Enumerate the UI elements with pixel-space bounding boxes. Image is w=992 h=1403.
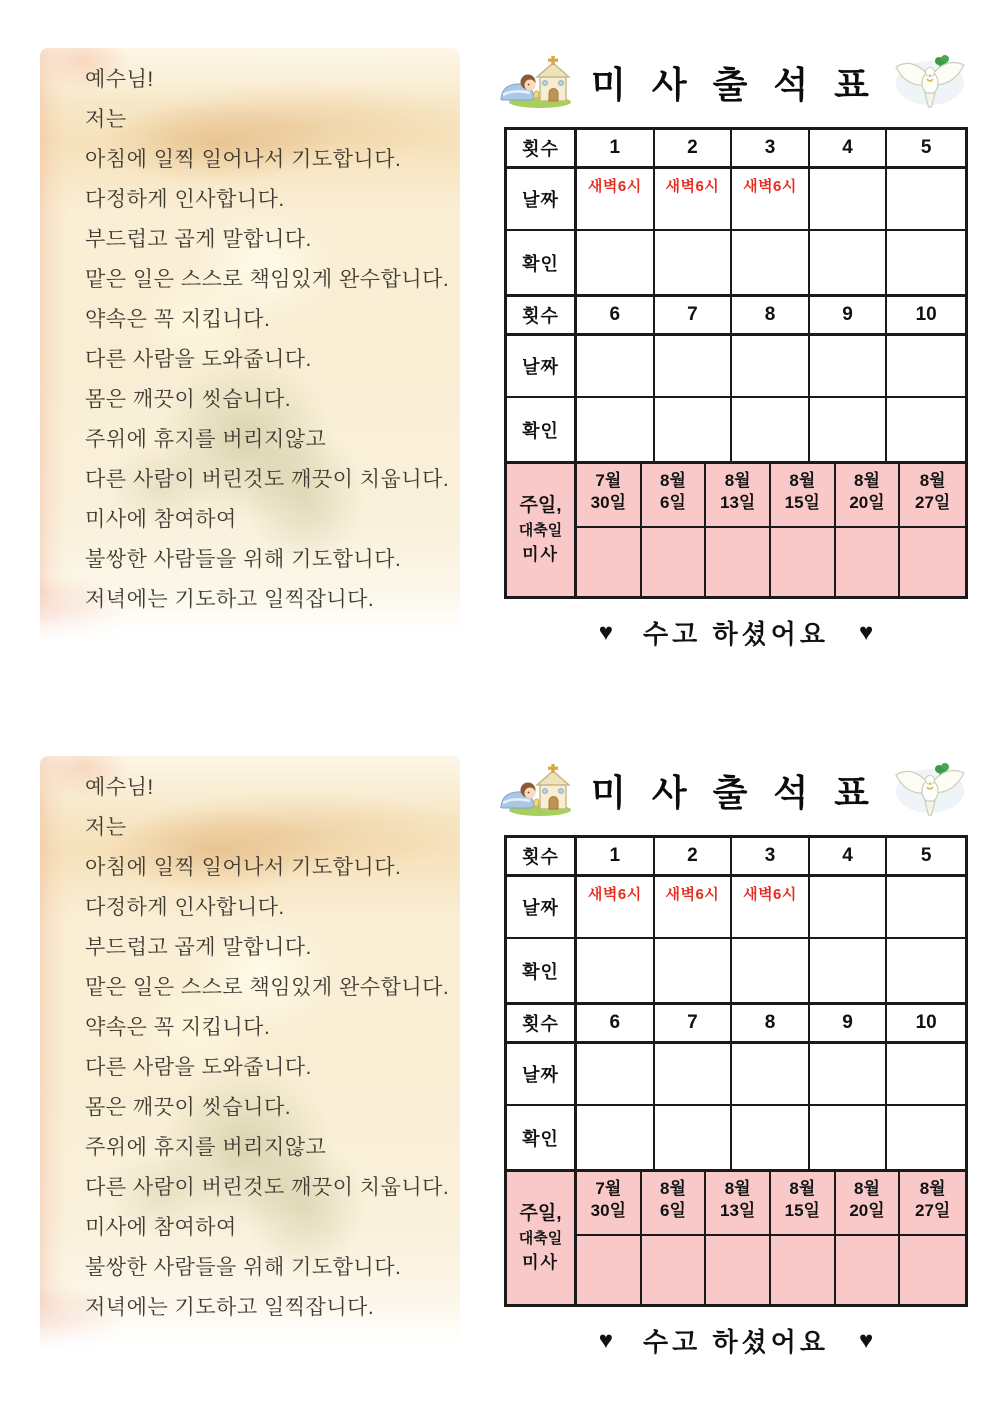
mass-attendance-panel [488, 50, 976, 651]
date-value-cell [655, 1044, 733, 1106]
prayer-line: 다정하게 인사합니다. [85, 188, 285, 211]
check-cell [810, 398, 888, 464]
feast-day: 6일 [660, 493, 686, 513]
sunday-feast-mass-grid [507, 464, 965, 596]
feast-date-cell [771, 1172, 836, 1236]
praying-child-church-icon [497, 55, 575, 109]
row-label-check: 확인 [507, 398, 577, 464]
feast-day: 15일 [784, 1201, 820, 1221]
prayer-line: 부드럽고 곱게 말합니다. [85, 936, 312, 959]
feast-day: 30일 [590, 493, 626, 513]
prayer-line: 아침에 일찍 일어나서 기도합니다. [85, 856, 402, 879]
footer-message: 수고 하셨어요 [643, 619, 829, 649]
prayer-line: 약속은 꼭 지킵니다. [85, 308, 271, 331]
feast-mass-check-cell [900, 1236, 965, 1304]
count-number-cell: 3 [732, 130, 810, 169]
row-label-count: 횟수 [507, 1005, 577, 1044]
mass-attendance-panel [488, 758, 976, 1359]
heart-icon: ♥ [598, 618, 614, 646]
feast-date-cell [577, 464, 642, 528]
date-value-cell [887, 1044, 965, 1106]
feast-day: 20일 [849, 493, 885, 513]
attendance-sheet-copy [0, 708, 992, 1403]
page-title: 미 사 출 석 표 [591, 63, 877, 105]
label-line: 주일, [519, 1202, 562, 1224]
date-value-cell: 새벽6시 [732, 877, 810, 939]
count-number-cell: 10 [887, 1005, 965, 1044]
sunday-feast-mass-grid [507, 1172, 965, 1304]
attendance-table [504, 127, 968, 599]
prayer-line: 몸은 깨끗이 씻습니다. [85, 388, 292, 411]
check-cell [887, 231, 965, 297]
feast-month: 8월 [854, 1179, 880, 1198]
prayer-line: 저는 [85, 108, 127, 131]
dove-clover-icon [893, 761, 967, 819]
prayer-card [40, 756, 460, 1348]
date-value-cell [577, 336, 655, 398]
count-number-cell: 7 [655, 297, 733, 336]
check-cell [887, 398, 965, 464]
feast-day: 27일 [914, 493, 951, 513]
dove-clover-icon [893, 53, 967, 111]
feast-date-cell [900, 464, 965, 528]
prayer-card [40, 48, 460, 640]
feast-mass-check-cell [836, 528, 901, 596]
date-value-cell [887, 336, 965, 398]
date-value-cell: 새벽6시 [655, 169, 733, 231]
row-label-date: 날짜 [507, 1044, 577, 1106]
row-label-check: 확인 [507, 939, 577, 1005]
check-cell [655, 939, 733, 1005]
feast-mass-check-cell [836, 1236, 901, 1304]
row-label-count: 횟수 [507, 838, 577, 877]
feast-month: 8월 [919, 471, 946, 490]
attendance-table [504, 835, 968, 1307]
prayer-line: 미사에 참여하여 [85, 508, 237, 531]
check-cell [577, 1106, 655, 1172]
row-label-date: 날짜 [507, 169, 577, 231]
feast-month: 8월 [660, 471, 686, 490]
attendance-grid [507, 838, 965, 1172]
count-number-cell: 9 [810, 297, 888, 336]
row-label-count: 횟수 [507, 297, 577, 336]
prayer-line: 몸은 깨끗이 씻습니다. [85, 1096, 292, 1119]
count-number-cell: 8 [732, 1005, 810, 1044]
prayer-line: 예수님! [85, 68, 154, 91]
feast-date-cell [706, 464, 771, 528]
prayer-line: 맡은 일은 스스로 책임있게 완수합니다. [85, 268, 450, 291]
feast-month: 8월 [789, 471, 816, 490]
sunday-feast-mass-label [507, 1172, 577, 1304]
check-cell [577, 398, 655, 464]
date-value-cell [577, 1044, 655, 1106]
check-cell [655, 398, 733, 464]
feast-date-cell [900, 1172, 965, 1236]
count-number-cell: 9 [810, 1005, 888, 1044]
count-number-cell: 1 [577, 838, 655, 877]
prayer-line: 불쌍한 사람들을 위해 기도합니다. [85, 548, 402, 571]
prayer-line: 아침에 일찍 일어나서 기도합니다. [85, 148, 402, 171]
prayer-line: 미사에 참여하여 [85, 1216, 237, 1239]
prayer-line: 저녁에는 기도하고 일찍잡니다. [85, 1296, 375, 1319]
count-number-cell: 5 [887, 130, 965, 169]
prayer-line: 맡은 일은 스스로 책임있게 완수합니다. [85, 976, 450, 999]
feast-month: 8월 [660, 1179, 686, 1198]
prayer-line: 다른 사람이 버린것도 깨끗이 치웁니다. [85, 468, 450, 491]
check-cell [732, 939, 810, 1005]
sunday-feast-mass-label [507, 464, 577, 596]
label-line: 미사 [522, 545, 559, 565]
feast-day: 27일 [914, 1201, 951, 1221]
date-value-cell [810, 169, 888, 231]
feast-mass-check-cell [577, 1236, 642, 1304]
count-number-cell: 4 [810, 838, 888, 877]
praying-child-church-icon [497, 763, 575, 817]
check-cell [810, 231, 888, 297]
date-value-cell [810, 877, 888, 939]
date-value-cell [732, 336, 810, 398]
date-value-cell: 새벽6시 [577, 169, 655, 231]
feast-month: 8월 [854, 471, 880, 490]
feast-day: 13일 [719, 493, 756, 513]
attendance-grid [507, 130, 965, 464]
feast-date-cell [706, 1172, 771, 1236]
prayer-line: 예수님! [85, 776, 154, 799]
check-cell [655, 231, 733, 297]
feast-date-cell [642, 464, 707, 528]
prayer-line: 다른 사람을 도와줍니다. [85, 1056, 312, 1079]
count-number-cell: 1 [577, 130, 655, 169]
date-value-cell [887, 877, 965, 939]
prayer-line: 약속은 꼭 지킵니다. [85, 1016, 271, 1039]
feast-day: 13일 [719, 1201, 756, 1221]
date-value-cell [810, 1044, 888, 1106]
feast-date-cell [836, 1172, 901, 1236]
check-cell [887, 1106, 965, 1172]
check-cell [655, 1106, 733, 1172]
feast-month: 7월 [595, 471, 622, 490]
feast-date-cell [836, 464, 901, 528]
feast-month: 8월 [724, 1179, 751, 1198]
feast-month: 8월 [789, 1179, 816, 1198]
prayer-line: 저는 [85, 816, 127, 839]
footer-message-row [504, 1322, 968, 1359]
feast-day: 15일 [784, 493, 820, 513]
row-label-check: 확인 [507, 1106, 577, 1172]
count-number-cell: 2 [655, 130, 733, 169]
prayer-line: 저녁에는 기도하고 일찍잡니다. [85, 588, 375, 611]
check-cell [732, 398, 810, 464]
heart-icon: ♥ [858, 618, 874, 646]
feast-mass-check-cell [577, 528, 642, 596]
date-value-cell [887, 169, 965, 231]
row-label-date: 날짜 [507, 877, 577, 939]
label-line: 대축일 [518, 1230, 563, 1248]
prayer-line: 불쌍한 사람들을 위해 기도합니다. [85, 1256, 402, 1279]
row-label-check: 확인 [507, 231, 577, 297]
count-number-cell: 2 [655, 838, 733, 877]
heart-icon: ♥ [598, 1326, 614, 1354]
date-value-cell [732, 1044, 810, 1106]
row-label-date: 날짜 [507, 336, 577, 398]
prayer-line: 주위에 휴지를 버리지않고 [85, 1136, 327, 1159]
feast-date-cell [642, 1172, 707, 1236]
count-number-cell: 10 [887, 297, 965, 336]
label-line: 대축일 [518, 522, 563, 540]
feast-month: 8월 [919, 1179, 946, 1198]
prayer-line: 부드럽고 곱게 말합니다. [85, 228, 312, 251]
feast-mass-check-cell [771, 1236, 836, 1304]
footer-message: 수고 하셨어요 [643, 1327, 829, 1357]
feast-date-cell [577, 1172, 642, 1236]
feast-day: 6일 [660, 1201, 686, 1221]
feast-mass-check-cell [900, 528, 965, 596]
title-row [488, 50, 976, 114]
count-number-cell: 3 [732, 838, 810, 877]
count-number-cell: 6 [577, 1005, 655, 1044]
count-number-cell: 7 [655, 1005, 733, 1044]
date-value-cell [810, 336, 888, 398]
date-value-cell: 새벽6시 [655, 877, 733, 939]
check-cell [732, 1106, 810, 1172]
feast-mass-check-cell [642, 1236, 707, 1304]
date-value-cell: 새벽6시 [732, 169, 810, 231]
check-cell [577, 231, 655, 297]
feast-date-cell [771, 464, 836, 528]
prayer-line: 다정하게 인사합니다. [85, 896, 285, 919]
feast-mass-check-cell [642, 528, 707, 596]
feast-mass-check-cell [706, 1236, 771, 1304]
date-value-cell: 새벽6시 [577, 877, 655, 939]
heart-icon: ♥ [858, 1326, 874, 1354]
label-line: 주일, [519, 494, 562, 516]
check-cell [810, 939, 888, 1005]
check-cell [810, 1106, 888, 1172]
title-row [488, 758, 976, 822]
feast-mass-check-cell [706, 528, 771, 596]
count-number-cell: 6 [577, 297, 655, 336]
prayer-line: 주위에 휴지를 버리지않고 [85, 428, 327, 451]
footer-message-row [504, 614, 968, 651]
check-cell [887, 939, 965, 1005]
page-title: 미 사 출 석 표 [591, 771, 877, 813]
check-cell [732, 231, 810, 297]
feast-month: 8월 [724, 471, 751, 490]
count-number-cell: 8 [732, 297, 810, 336]
prayer-line: 다른 사람을 도와줍니다. [85, 348, 312, 371]
feast-month: 7월 [595, 1179, 622, 1198]
count-number-cell: 5 [887, 838, 965, 877]
prayer-line: 다른 사람이 버린것도 깨끗이 치웁니다. [85, 1176, 450, 1199]
label-line: 미사 [522, 1253, 559, 1273]
count-number-cell: 4 [810, 130, 888, 169]
feast-mass-check-cell [771, 528, 836, 596]
feast-day: 30일 [590, 1201, 626, 1221]
date-value-cell [655, 336, 733, 398]
row-label-count: 횟수 [507, 130, 577, 169]
feast-day: 20일 [849, 1201, 885, 1221]
check-cell [577, 939, 655, 1005]
